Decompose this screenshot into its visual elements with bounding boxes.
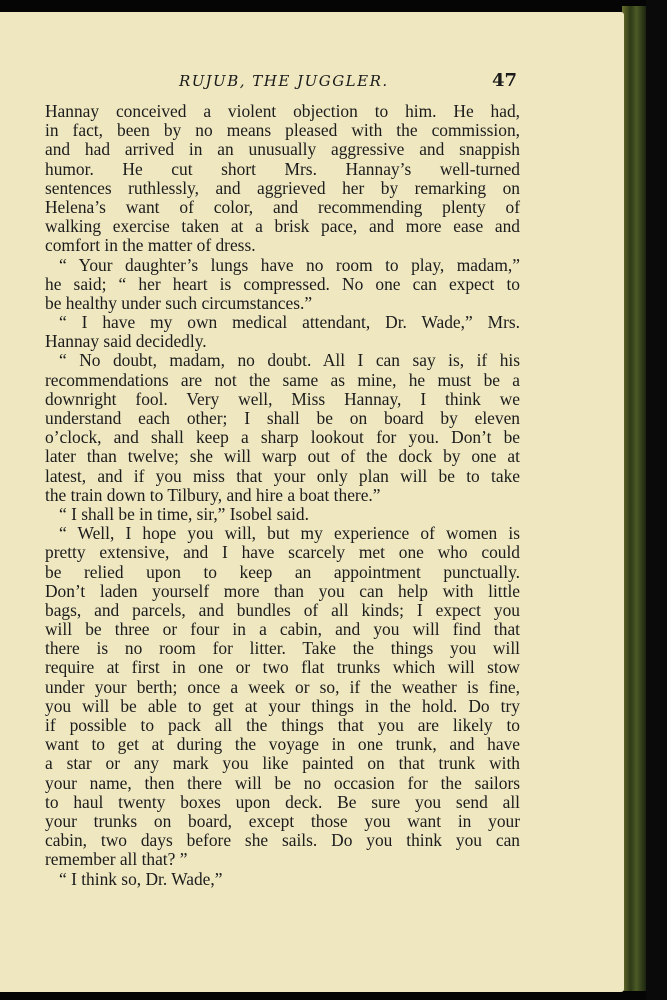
text-line: “ I think so, Dr. Wade,” (59, 868, 223, 889)
text-line: o’clock, and shall keep a sharp lookout for you. Don’t be (45, 427, 520, 448)
text-line: Hannay conceived a violent objection to him. He had, (45, 101, 520, 121)
text-line: in fact, been by no means pleased with the commission, (45, 120, 520, 141)
text-line: if possible to pack all the things that you are likely to (45, 715, 520, 735)
text-line: will be three or four in a cabin, and you will find that (45, 619, 520, 640)
text-line: Helena’s want of color, and recommending plenty of (45, 196, 520, 217)
text-line: understand each other; I shall be on board by eleven (45, 408, 520, 428)
text-line: your trunks on board, except those you want in your (45, 810, 520, 831)
text-line: you will be able to get at your things in the hold. Do try (45, 695, 520, 716)
text-line: “ Your daughter’s lungs have no room to play, madam,” (59, 254, 520, 275)
text-line: to haul twenty boxes upon deck. Be sure you send all (45, 791, 520, 812)
text-line: Hannay said decidedly. (45, 331, 207, 352)
text-line: want to get at during the voyage in one trunk, and have (45, 734, 520, 755)
text-line: Don’t laden yourself more than you can help with little (45, 580, 520, 601)
text-line: be relied upon to keep an appointment punctually. (45, 561, 520, 582)
text-line: he said; “ her heart is compressed. No one can expect to (45, 273, 520, 294)
text-line: be healthy under such circumstances.” (45, 292, 313, 313)
text-line: a star or any mark you like painted on that trunk with (45, 753, 520, 774)
text-line: “ I have my own medical attendant, Dr. Wade,” Mrs. (59, 312, 520, 333)
text-line: require at first in one or two flat trunks which will stow (45, 657, 520, 678)
text-line: latest, and if you miss that your only plan will be to take (45, 465, 520, 486)
binding-shadow (646, 0, 667, 1000)
page-header (45, 60, 520, 90)
text-line: downright fool. Very well, Miss Hannay, I think we (45, 388, 520, 409)
text-line: walking exercise taken at a brisk pace, and more ease and (45, 216, 520, 237)
page-number: 47 (492, 70, 518, 91)
text-line: “ Well, I hope you will, but my experience of women is (59, 523, 520, 544)
text-line: remember all that? ” (45, 849, 188, 870)
text-line: humor. He cut short Mrs. Hannay’s well-turned (45, 158, 520, 179)
text-line: there is no room for litter. Take the things you will (45, 638, 520, 659)
text-line: the train down to Tilbury, and hire a boat there.” (45, 484, 381, 505)
text-line: bags, and parcels, and bundles of all kinds; I expect you (45, 599, 520, 620)
text-line: later than twelve; she will warp out of the dock by one at (45, 446, 520, 467)
text-line: sentences ruthlessly, and aggrieved her by remarking on (45, 177, 520, 198)
text-line: comfort in the matter of dress. (45, 235, 256, 256)
running-title: RUJUB, THE JUGGLER. (179, 72, 389, 90)
text-line: and had arrived in an unusually aggressive and snappish (45, 139, 520, 160)
text-line: “ No doubt, madam, no doubt. All I can say is, if his (59, 350, 520, 371)
text-line: recommendations are not the same as mine, he must be a (45, 369, 520, 390)
text-line: your name, then there will be no occasion for the sailors (45, 772, 520, 793)
text-line: pretty extensive, and I have scarcely met one who could (45, 542, 520, 563)
text-line: under your berth; once a week or so, if the weather is fine, (45, 676, 520, 697)
text-line: “ I shall be in time, sir,” Isobel said. (59, 503, 309, 524)
body-text (45, 102, 520, 889)
book-binding (622, 6, 646, 991)
text-line: cabin, two days before she sails. Do you think you can (45, 830, 520, 851)
